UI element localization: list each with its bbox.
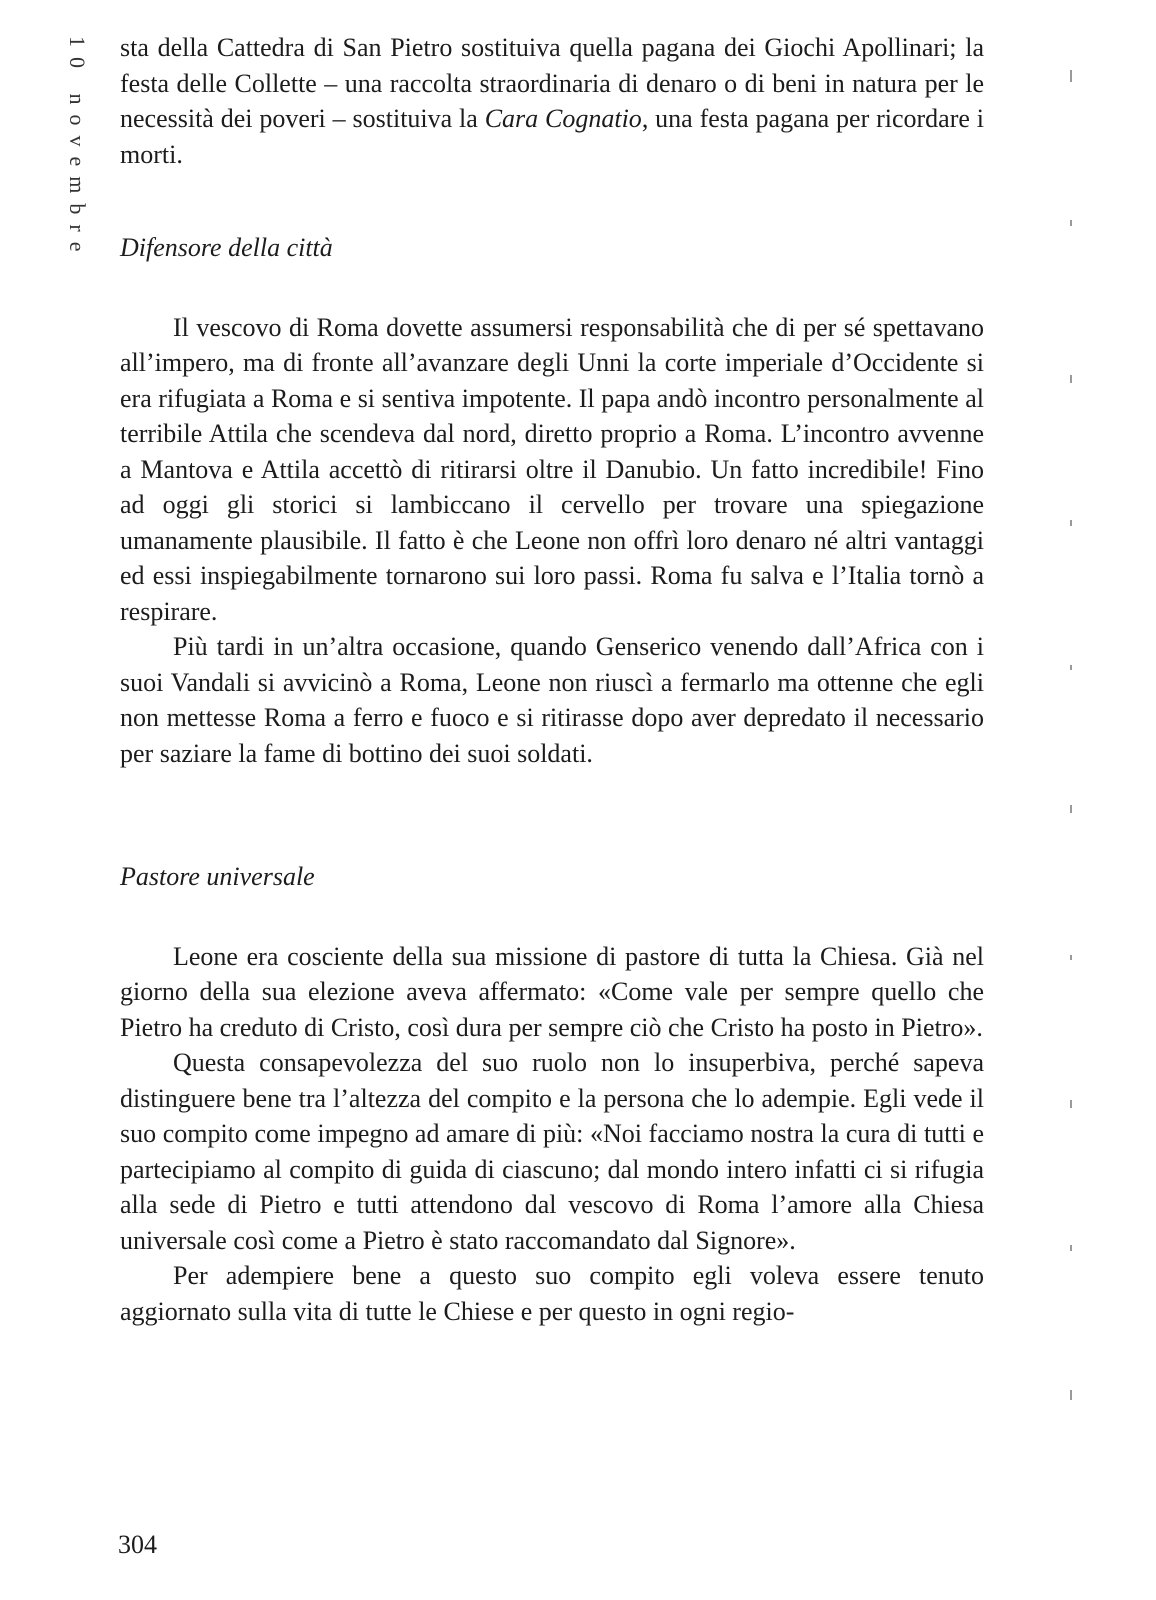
paragraph-compito: Per adempiere bene a questo suo compito egli voleva essere tenuto aggiornato sulla vita di tutte le Chiese e per questo in ogni regio-: [120, 1261, 984, 1326]
paragraph-missione: Leone era cosciente della sua missione di pastore di tutta la Chiesa. Già nel giorno della sua elezione aveva affermato: «Come vale per sempre quello che Pietro ha creduto di Cristo, così dura per sempre ciò che Cristo ha posto in Pietro».: [120, 941, 984, 1042]
section-heading-pastore: Pastore universale: [120, 862, 315, 891]
intro-text-after: , una festa pagana per ricordare i morti.: [120, 104, 985, 169]
scan-speck: [1070, 520, 1072, 526]
text-column: [120, 30, 984, 1329]
running-head-date: [60, 36, 100, 266]
intro-text-before: sta della Cattedra di San Pietro sostituiva quella pagana dei Giochi Apollinari; la festa delle Collette – una raccolta straordinaria di denaro o di beni in natura per le necessità dei poveri – sostituiva la: [120, 33, 984, 133]
scan-speck: [1070, 1390, 1072, 1400]
running-head-text: 10 novembre: [65, 36, 90, 262]
paragraph-attila: Il vescovo di Roma dovette assumersi responsabilità che di per sé spettavano all’impero, ma di fronte all’avanzare degli Unni la corte imperiale d’Occidente si era rifugiata a Roma e si sentiva impotente. Il papa andò incontro personalmente al terribile Attila che scendeva dal nord, diretto proprio a Roma. L’incontro avvenne a Mantova e Attila accettò di ritirarsi oltre il Danubio. Un fatto incredibile! Fino ad oggi gli storici si lambiccano il cervello per trovare una spiegazione umanamente plausibile. Il fatto è che Leone non offrì loro denaro né altri vantaggi ed essi inspiegabilmente tornarono sui loro passi. Roma fu salva e l’Italia tornò a respirare.: [120, 312, 984, 626]
scan-speck: [1070, 1245, 1072, 1251]
scan-speck: [1070, 805, 1072, 813]
intro-text-italic: Cara Cognatio: [484, 104, 642, 133]
page-number: 304: [118, 1530, 157, 1559]
scan-speck: [1070, 220, 1072, 226]
paragraph-consapevolezza: Questa consapevolezza del suo ruolo non lo insuperbiva, perché sapeva distinguere bene tra l’altezza del compito e la persona che lo adempie. Egli vede il suo compito come impegno ad amare di più: «Noi facciamo nostra la cura di tutti e partecipiamo al compito di guida di ciascuno; dal mondo intero infatti ci si rifugia alla sede di Pietro e tutti attendono dal vescovo di Roma l’amore alla Chiesa universale così come a Pietro è stato raccomandato dal Signore».: [120, 1048, 984, 1255]
scan-speck: [1070, 665, 1072, 670]
scan-speck: [1070, 375, 1072, 383]
scan-speck: [1070, 1100, 1072, 1108]
section-heading-difensore: Difensore della città: [120, 233, 333, 262]
scan-speck: [1070, 70, 1072, 82]
intro-paragraph: [120, 30, 984, 172]
scan-speck: [1070, 955, 1072, 960]
paragraph-genserico: Più tardi in un’altra occasione, quando Genserico venendo dall’Africa con i suoi Vandali si avvicinò a Roma, Leone non riuscì a fermarlo ma ottenne che egli non mettesse Roma a ferro e fuoco e si ritirasse dopo aver depredato il necessario per saziare la fame di bottino dei suoi soldati.: [120, 632, 984, 768]
